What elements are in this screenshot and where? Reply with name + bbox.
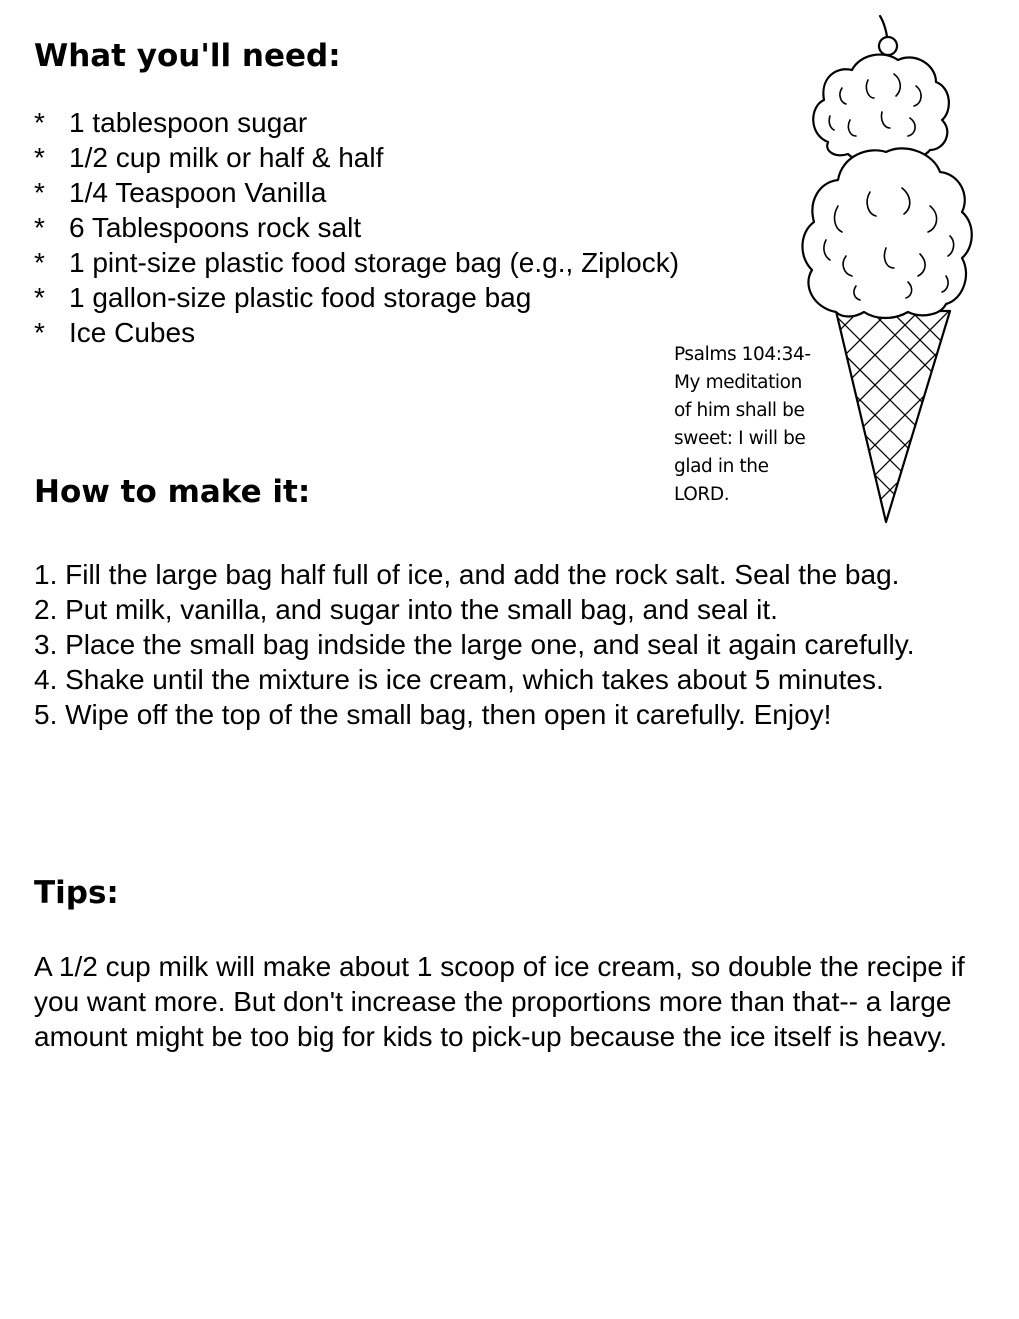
need-heading: What you'll need: — [34, 38, 341, 74]
step-item: 2. Put milk, vanilla, and sugar into the small bag, and seal it. — [34, 594, 778, 625]
verse-line: Psalms 104:34- — [674, 344, 811, 365]
bullet: * — [34, 142, 45, 173]
tips-heading: Tips: — [34, 875, 119, 911]
step-item: 3. Place the small bag indside the large one, and seal it again carefully. — [34, 629, 915, 660]
ingredient-text: 1/2 cup milk or half & half — [69, 142, 384, 173]
ingredient-text: 1 gallon-size plastic food storage bag — [69, 282, 532, 313]
ingredient-text: Ice Cubes — [69, 317, 196, 348]
bullet: * — [34, 107, 45, 138]
step-item: 5. Wipe off the top of the small bag, then open it carefully. Enjoy! — [34, 699, 832, 730]
verse-line: glad in the — [674, 456, 769, 477]
ice-cream-cone-icon — [790, 10, 980, 530]
step-item: 1. Fill the large bag half full of ice, and add the rock salt. Seal the bag. — [34, 559, 900, 590]
bullet: * — [34, 317, 45, 348]
ingredient-text: 1/4 Teaspoon Vanilla — [69, 177, 327, 208]
step-item: 4. Shake until the mixture is ice cream, which takes about 5 minutes. — [34, 664, 884, 695]
bullet: * — [34, 212, 45, 243]
verse-line: of him shall be — [674, 400, 805, 421]
steps-list — [34, 557, 914, 732]
bullet: * — [34, 247, 45, 278]
ingredient-text: 1 tablespoon sugar — [69, 107, 308, 138]
ingredient-text: 6 Tablespoons rock salt — [69, 212, 362, 243]
verse-line: My meditation — [674, 372, 802, 393]
make-heading: How to make it: — [34, 474, 311, 510]
bullet: * — [34, 282, 45, 313]
verse-line: LORD. — [674, 484, 730, 505]
verse-line: sweet: I will be — [674, 428, 806, 449]
tips-paragraph: A 1/2 cup milk will make about 1 scoop of ice cream, so double the recipe if you want more. But don't increase the proportions more than that-- a large amount might be too big for kids to pick-up because the ice itself is heavy. — [34, 951, 965, 1052]
bullet: * — [34, 177, 45, 208]
ingredient-text: 1 pint-size plastic food storage bag (e.g., Ziplock) — [69, 247, 680, 278]
